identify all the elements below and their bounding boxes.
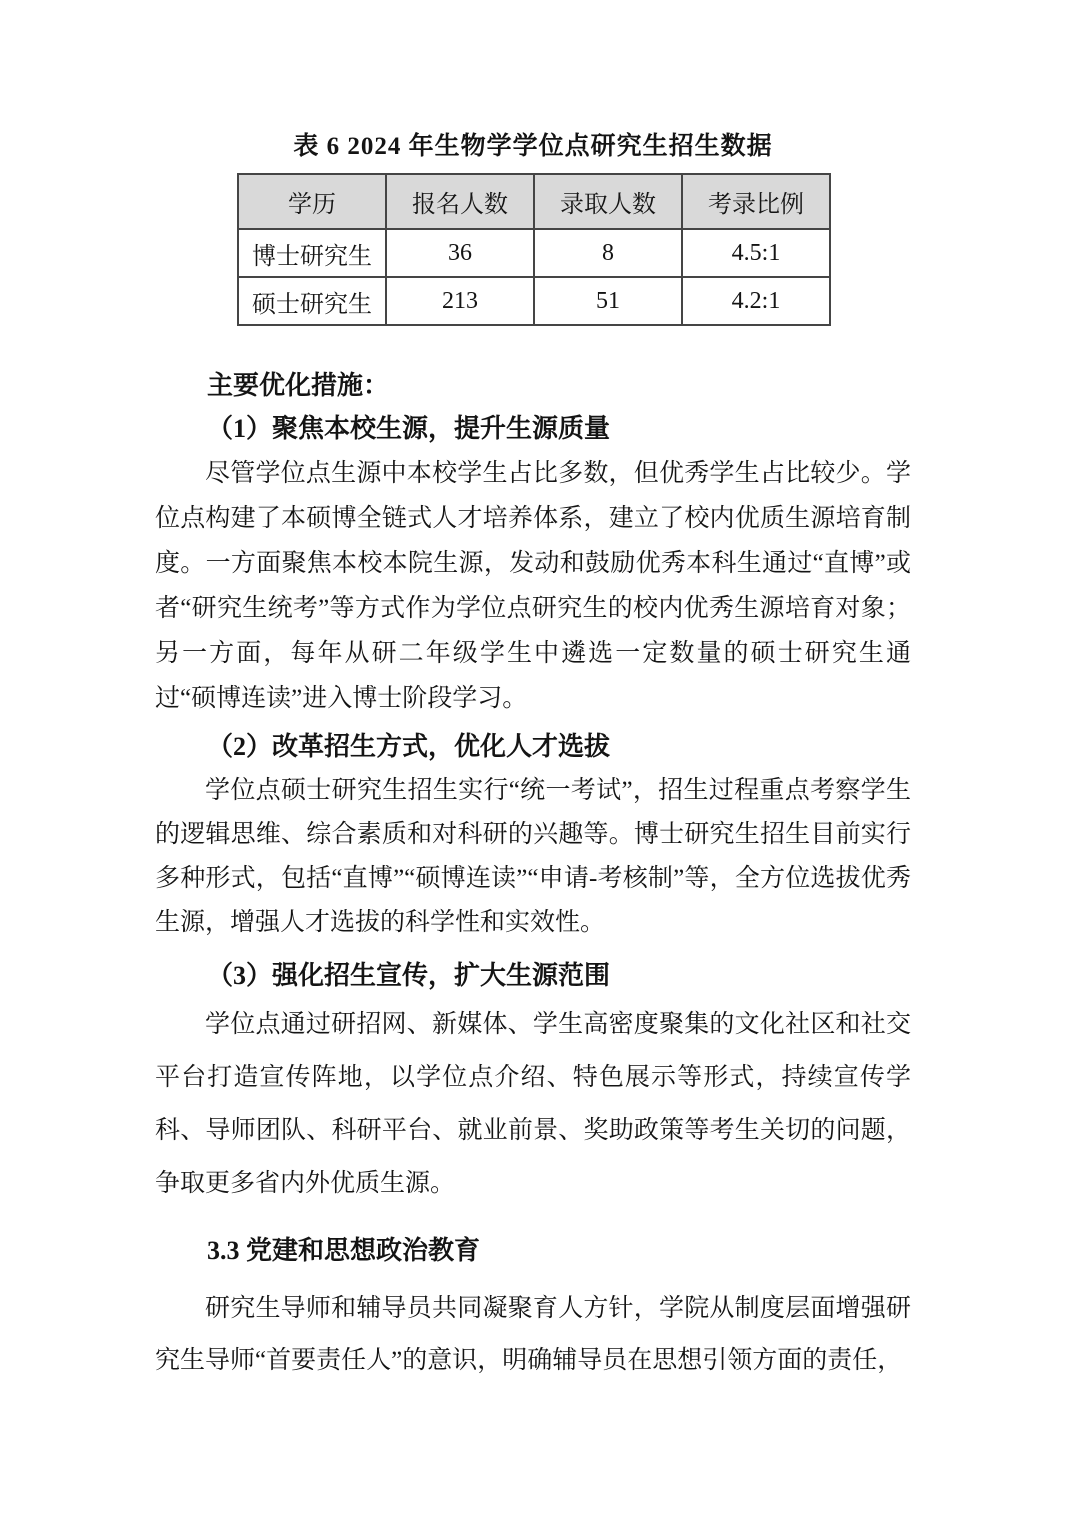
table-row [238, 229, 830, 277]
table-header-cell-degree: 学历 [238, 174, 386, 229]
table-cell-admitted: 51 [534, 277, 682, 325]
document-content [0, 132, 1074, 1387]
table-header-cell-admitted: 录取人数 [534, 174, 682, 229]
subsection-33-heading: 3.3 党建和思想政治教育 [207, 1236, 481, 1265]
table-cell-applicants: 36 [386, 229, 534, 277]
table-row [238, 277, 830, 325]
table-cell-ratio: 4.5:1 [682, 229, 830, 277]
table-cell-applicants: 213 [386, 277, 534, 325]
table-cell-degree: 硕士研究生 [238, 277, 386, 325]
section-2-heading: （2）改革招生方式，优化人才选拔 [207, 732, 611, 761]
table-cell-ratio: 4.2:1 [682, 277, 830, 325]
subsection-33-paragraph: 研究生导师和辅导员共同凝聚育人方针，学院从制度层面增强研究生导师“首要责任人”的意识，明确辅导员在思想引领方面的责任， [155, 1295, 911, 1374]
table-header-cell-ratio: 考录比例 [682, 174, 830, 229]
intro-heading: 主要优化措施： [207, 371, 390, 400]
section-3-heading: （3）强化招生宣传，扩大生源范围 [207, 961, 611, 990]
section-2-paragraph: 学位点硕士研究生招生实行“统一考试”，招生过程重点考察学生的逻辑思维、综合素质和对科研的兴趣等。博士研究生招生目前实行多种形式，包括“直博”“硕博连读”“申请-考核制”等，全方位选拔优秀生源，增强人才选拔的科学性和实效性。 [155, 777, 911, 936]
table-header-row [238, 174, 830, 229]
section-1-paragraph: 尽管学位点生源中本校学生占比多数，但优秀学生占比较少。学位点构建了本硕博全链式人才培养体系，建立了校内优质生源培育制度。一方面聚焦本校本院生源，发动和鼓励优秀本科生通过“直博”或者“研究生统考”等方式作为学位点研究生的校内优秀生源培育对象；另一方面，每年从研二年级学生中遴选一定数量的硕士研究生通过“硕博连读”进入博士阶段学习。 [155, 460, 911, 712]
table-cell-admitted: 8 [534, 229, 682, 277]
admissions-table [237, 173, 831, 326]
admissions-table-wrapper [237, 173, 831, 326]
table-header-cell-applicants: 报名人数 [386, 174, 534, 229]
table-cell-degree: 博士研究生 [238, 229, 386, 277]
section-3-paragraph: 学位点通过研招网、新媒体、学生高密度聚集的文化社区和社交平台打造宣传阵地，以学位点介绍、特色展示等形式，持续宣传学科、导师团队、科研平台、就业前景、奖助政策等考生关切的问题，争取更多省内外优质生源。 [155, 1011, 911, 1197]
section-1-heading: （1）聚焦本校生源，提升生源质量 [207, 414, 611, 443]
table-caption: 表 6 2024 年生物学学位点研究生招生数据 [293, 133, 773, 160]
